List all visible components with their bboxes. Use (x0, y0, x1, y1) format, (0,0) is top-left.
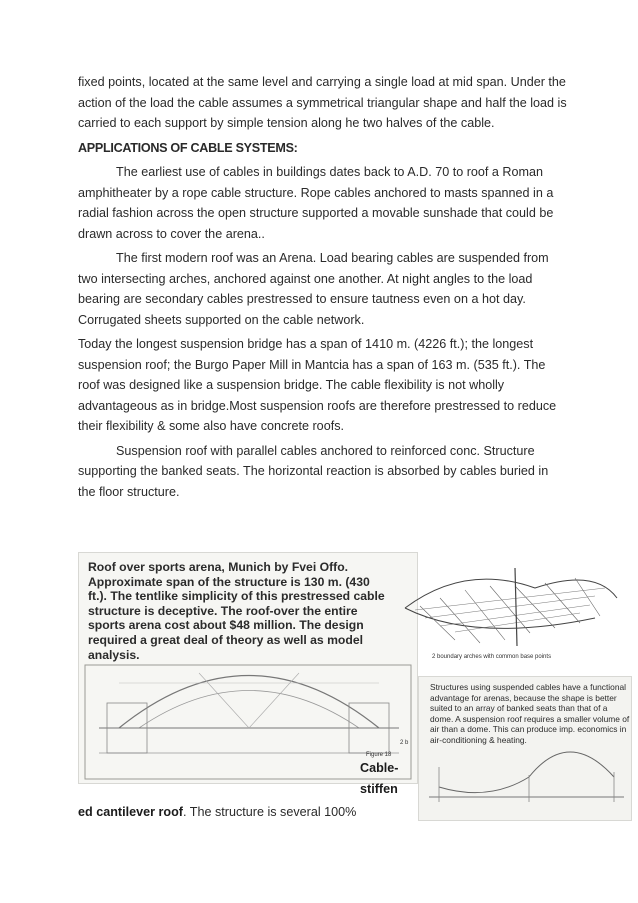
cable-word-line1: Cable- (360, 761, 399, 775)
bottom-rest: . The structure is several 100% (182, 805, 357, 819)
paragraph-5: Suspension roof with parallel cables anchored to reinforced conc. Structure supporting the banked seats. The horizontal reaction is absorbed by cables buried in the floor structure. (78, 443, 549, 499)
bold-phrase: ed cantilever roof (78, 805, 183, 819)
paragraph-1: fixed points, located at the same level and carrying a single load at mid span. Under the action of the load the cable assumes a symmetrical triangular shape and half the load is carried to each support by simple tension along he two halves of the cable. (78, 75, 567, 130)
cable-word-line2: stiffen (360, 782, 398, 796)
body-text (78, 72, 568, 506)
paragraph-3: The first modern roof was an Arena. Load bearing cables are suspended from two intersecting arches, anchored against one another. At night angles to the load bearing are secondary cables prestressed to ensure tautness even on a hot day. Corrugated sheets supported on the cable network. (78, 251, 549, 327)
section-heading: APPLICATIONS OF CABLE SYSTEMS: (78, 140, 298, 155)
paragraph-4: Today the longest suspension bridge has a span of 1410 m. (4226 ft.); the longest suspension roof; the Burgo Paper Mill in Mantcia has a span of 163 m. (535 ft.). The roof was designed like a suspension bridge. The cable flexibility is not wholly advantageous as in bridge.Most suspension roofs are therefore prestressed to reduce their flexibility & some also have concrete roofs. (78, 337, 557, 433)
bottom-line (78, 802, 356, 822)
munich-caption: Roof over sports arena, Munich by Fvei Offo. Approximate span of the structure is 130 m. (430 ft.). The tentlike simplicity of this prestressed cable structure is deceptive. The roof-over the entire sports arena cost about $48 million. The design required a great deal of theory as well as model analysis. (88, 560, 385, 662)
figure-number: 2 b (400, 740, 409, 746)
suspended-caption: Structures using suspended cables have a functional advantage for arenas, because the shape is better suited to an array of banked seats than that of a dome. A suspension roof requires a smaller volume of air than a dome. This can produce imp. economics in air-conditioning & heating. (430, 682, 630, 745)
figure-label: Figure 18 (366, 752, 392, 758)
paragraph-2: The earliest use of cables in buildings dates back to A.D. 70 to roof a Roman amphitheater by a rope cable structure. Rope cables anchored to masts spanned in a radial fashion across the open structure supported a movable sunshade that could be drawn across to cover the arena.. (78, 165, 554, 241)
arches-caption: 2 boundary arches with common base points (432, 654, 552, 660)
arches-wireframe-drawing (395, 548, 625, 660)
